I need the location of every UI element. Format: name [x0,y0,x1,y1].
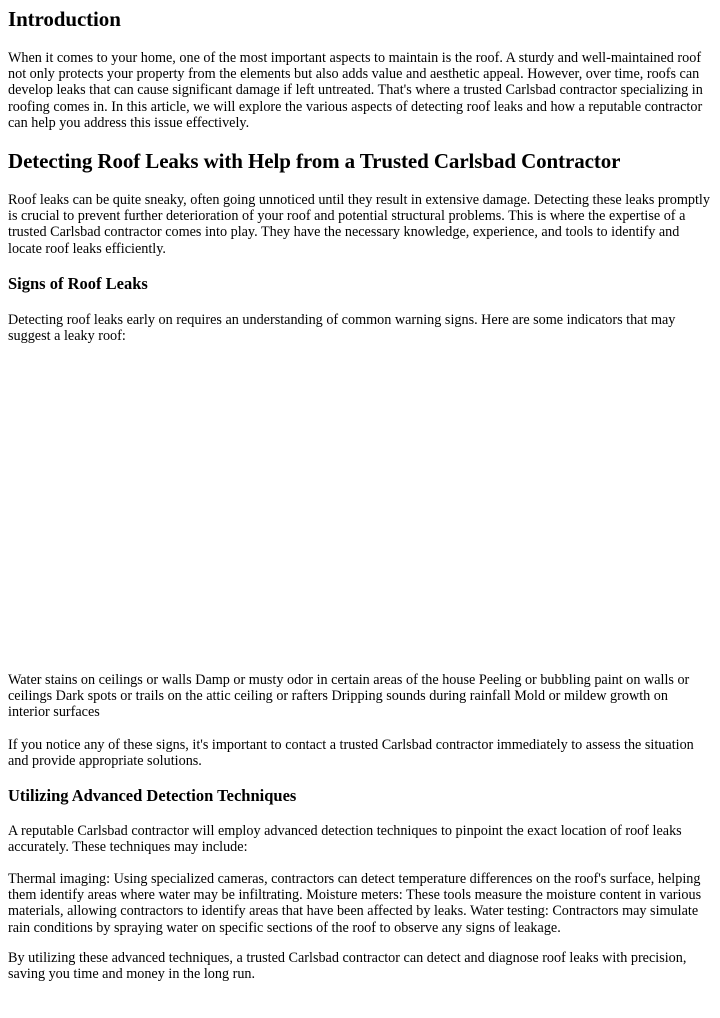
intro-heading: Introduction [8,7,121,31]
signs-list-text: Water stains on ceilings or walls Damp or musty odor in certain areas of the house Peeling or bubbling paint on walls or ceilings Dark spots or trails on the attic ceiling or rafters Dripping sounds during rainfall Mold or mildew growth on interior surfaces [8,672,690,721]
detecting-heading: Detecting Roof Leaks with Help from a Trusted Carlsbad Contractor [8,149,621,173]
techniques-list-text: Thermal imaging: Using specialized cameras, contractors can detect temperature differences on the roof's surface, helping them identify areas where water may be infiltrating. Moisture meters: These tools measure the moisture content in various materials, allowing contractors to identify areas that have been affected by leaks. Water testing: Contractors may simulate rain conditions by spraying water on specific sections of the roof to observe any signs of leakage. [8,871,702,936]
signs-paragraph: Detecting roof leaks early on requires an understanding of common warning signs. Here are some indicators that may suggest a leaky roof: [8,312,676,345]
blank-image-area [8,350,712,668]
techniques-closing-paragraph: By utilizing these advanced techniques, a trusted Carlsbad contractor can detect and diagnose roof leaks with precision, saving you time and money in the long run. [8,950,687,983]
intro-paragraph: When it comes to your home, one of the most important aspects to maintain is the roof. A sturdy and well-maintained roof not only protects your property from the elements but also adds value and aesthetic appeal. However, over time, roofs can develop leaks that can cause significant damage if left untreated. That's where a trusted Carlsbad contractor specializing in roofing comes in. In this article, we will explore the various aspects of detecting roof leaks and how a reputable contractor can help you address this issue effectively. [8,50,703,131]
techniques-heading: Utilizing Advanced Detection Techniques [8,786,297,805]
signs-heading: Signs of Roof Leaks [8,274,148,293]
detecting-paragraph: Roof leaks can be quite sneaky, often going unnoticed until they result in extensive damage. Detecting these leaks promptly is crucial to prevent further deterioration of your roof and potential structural problems. This is where the expertise of a trusted Carlsbad contractor comes into play. They have the necessary knowledge, experience, and tools to identify and locate roof leaks efficiently. [8,192,710,257]
signs-notice-paragraph: If you notice any of these signs, it's important to contact a trusted Carlsbad contractor immediately to assess the situation and provide appropriate solutions. [8,737,694,770]
techniques-paragraph: A reputable Carlsbad contractor will employ advanced detection techniques to pinpoint the exact location of roof leaks accurately. These techniques may include: [8,823,682,856]
